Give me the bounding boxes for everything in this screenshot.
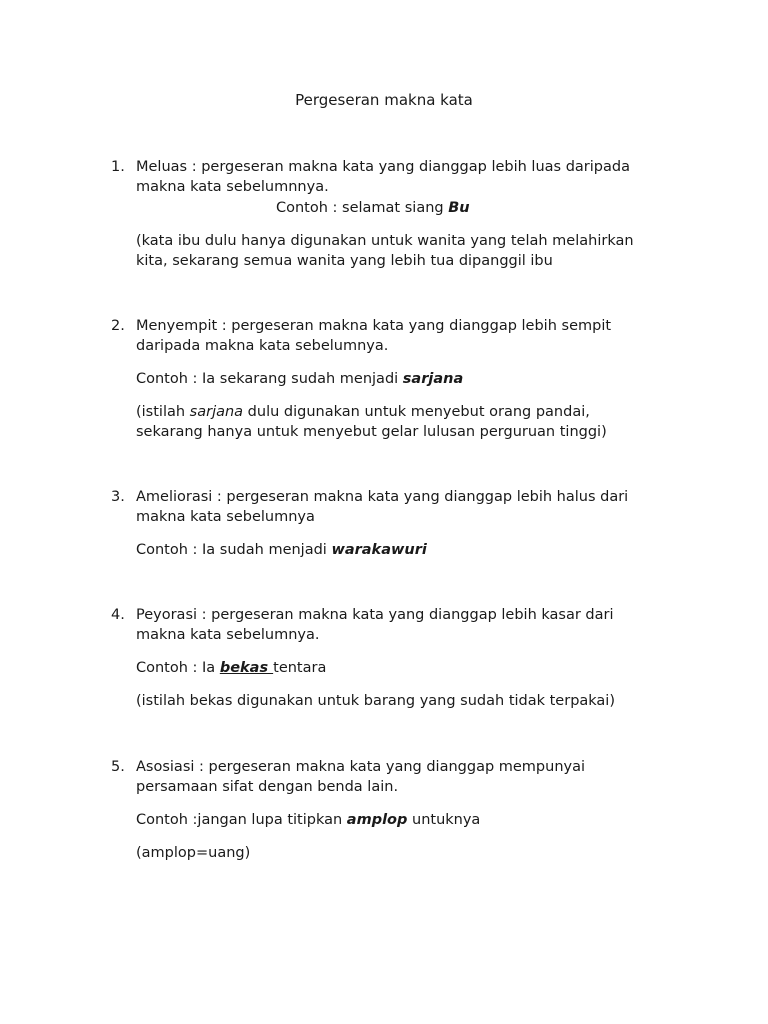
note-suffix: dulu digunakan untuk menyebut orang pandai, (243, 404, 590, 420)
example-prefix: Contoh : Ia sudah menjadi (136, 542, 332, 558)
item-example (136, 658, 326, 678)
example-prefix: Contoh :jangan lupa titipkan (136, 812, 347, 828)
example-word: Bu (448, 200, 470, 216)
item-number: 5. (111, 759, 125, 775)
example-prefix: Contoh : Ia (136, 660, 220, 676)
item-number: 4. (111, 607, 125, 623)
example-word: sarjana (402, 371, 464, 387)
item-example (276, 198, 470, 218)
item-note-line: sekarang hanya untuk menyebut gelar lulusan perguruan tinggi) (136, 424, 607, 440)
example-suffix: untuknya (407, 812, 481, 828)
example-prefix: Contoh : Ia sekarang sudah menjadi (136, 371, 403, 387)
item-number: 2. (111, 318, 125, 334)
item-definition-line: persamaan sifat dengan benda lain. (136, 779, 399, 795)
example-word: warakawuri (331, 542, 427, 558)
item-definition-line: Asosiasi : pergeseran makna kata yang dianggap mempunyai (136, 759, 586, 775)
item-note-line: (amplop=uang) (136, 845, 251, 861)
document-title: Pergeseran makna kata (295, 91, 473, 109)
example-word: amplop (346, 812, 408, 828)
item-definition-line: Peyorasi : pergeseran makna kata yang dianggap lebih kasar dari (136, 607, 614, 623)
item-example (136, 810, 480, 830)
item-definition-line: makna kata sebelumnya (136, 509, 315, 525)
item-note-line: kita, sekarang semua wanita yang lebih tua dipanggil ibu (136, 253, 553, 269)
item-definition-line: Menyempit : pergeseran makna kata yang dianggap lebih sempit (136, 318, 612, 334)
item-note-line: (kata ibu dulu hanya digunakan untuk wanita yang telah melahirkan (136, 233, 634, 249)
note-prefix: (istilah (136, 404, 190, 420)
item-example (136, 540, 427, 560)
example-suffix: tentara (273, 660, 327, 676)
item-definition-line: daripada makna kata sebelumnya. (136, 338, 389, 354)
example-prefix: Contoh : selamat siang (276, 200, 449, 216)
item-number: 1. (111, 159, 125, 175)
item-example (136, 369, 463, 389)
example-word: bekas (219, 660, 274, 676)
item-definition-line: makna kata sebelumnya. (136, 627, 320, 643)
note-italic-word: sarjana (189, 404, 244, 420)
item-note-line (136, 402, 590, 422)
item-number: 3. (111, 489, 125, 505)
item-note-line: (istilah bekas digunakan untuk barang yang sudah tidak terpakai) (136, 693, 615, 709)
item-definition-line: Meluas : pergeseran makna kata yang dianggap lebih luas daripada (136, 159, 630, 175)
item-definition-line: makna kata sebelumnnya. (136, 179, 329, 195)
item-definition-line: Ameliorasi : pergeseran makna kata yang dianggap lebih halus dari (136, 489, 629, 505)
